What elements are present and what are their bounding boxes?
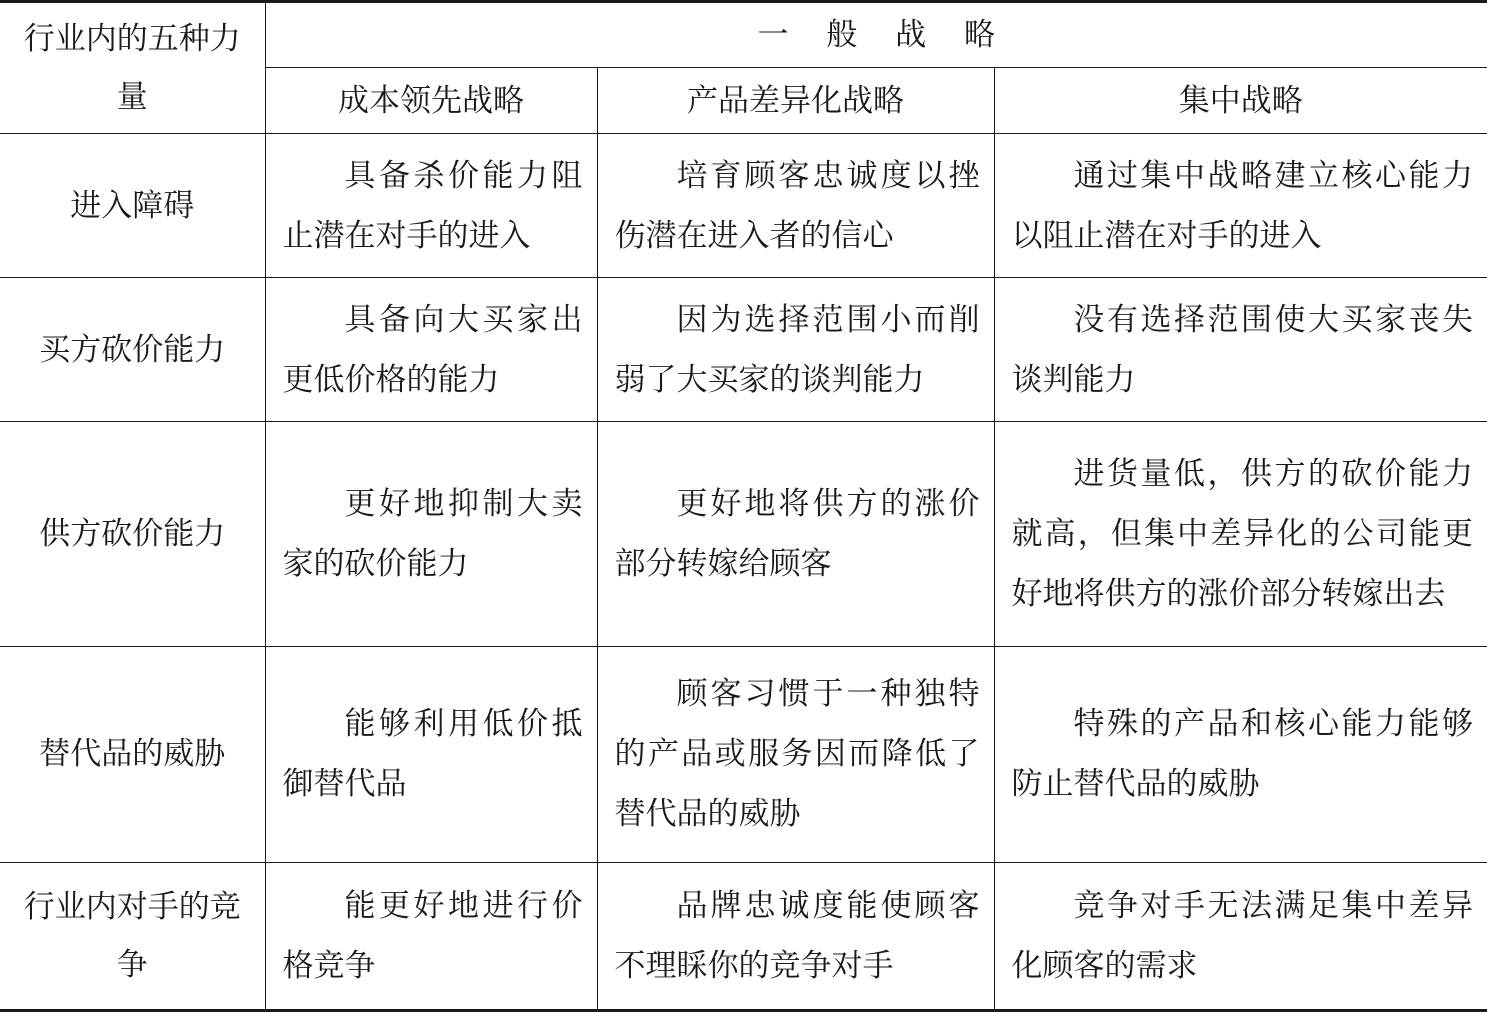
- force-rivalry: 行业内对手的竞争: [0, 862, 265, 1010]
- forces-header: 行业内的五种力量: [0, 2, 265, 134]
- table-row: [0, 134, 1487, 277]
- cell-focus: 通过集中战略建立核心能力以阻止潜在对手的进入: [994, 134, 1487, 277]
- cell-diff: 品牌忠诚度能使顾客不理睬你的竞争对手: [597, 862, 994, 1010]
- cell-focus: 进货量低，供方的砍价能力就高，但集中差异化的公司能更好地将供方的涨价部分转嫁出去: [994, 422, 1487, 647]
- cell-cost: 具备向大买家出更低价格的能力: [265, 277, 597, 421]
- col-header-cost-leadership: 成本领先战略: [265, 68, 597, 134]
- force-supplier-power: 供方砍价能力: [0, 422, 265, 647]
- cell-cost: 具备杀价能力阻止潜在对手的进入: [265, 134, 597, 277]
- cell-focus: 没有选择范围使大买家丧失谈判能力: [994, 277, 1487, 421]
- cell-diff: 更好地将供方的涨价部分转嫁给顾客: [597, 422, 994, 647]
- header-row-1: [0, 2, 1487, 68]
- cell-diff: 培育顾客忠诚度以挫伤潜在进入者的信心: [597, 134, 994, 277]
- cell-cost: 能更好地进行价格竞争: [265, 862, 597, 1010]
- force-substitutes: 替代品的威胁: [0, 646, 265, 862]
- table-row: [0, 646, 1487, 862]
- cell-focus: 特殊的产品和核心能力能够防止替代品的威胁: [994, 646, 1487, 862]
- cell-focus: 竞争对手无法满足集中差异化顾客的需求: [994, 862, 1487, 1010]
- force-entry-barriers: 进入障碍: [0, 134, 265, 277]
- cell-diff: 因为选择范围小而削弱了大买家的谈判能力: [597, 277, 994, 421]
- table-row: [0, 422, 1487, 647]
- table-row: [0, 277, 1487, 421]
- cell-cost: 更好地抑制大卖家的砍价能力: [265, 422, 597, 647]
- general-strategy-header: 一 般 战 略: [265, 2, 1487, 68]
- col-header-differentiation: 产品差异化战略: [597, 68, 994, 134]
- col-header-focus: 集中战略: [994, 68, 1487, 134]
- cell-diff: 顾客习惯于一种独特的产品或服务因而降低了替代品的威胁: [597, 646, 994, 862]
- cell-cost: 能够利用低价抵御替代品: [265, 646, 597, 862]
- force-buyer-power: 买方砍价能力: [0, 277, 265, 421]
- table-row: [0, 862, 1487, 1010]
